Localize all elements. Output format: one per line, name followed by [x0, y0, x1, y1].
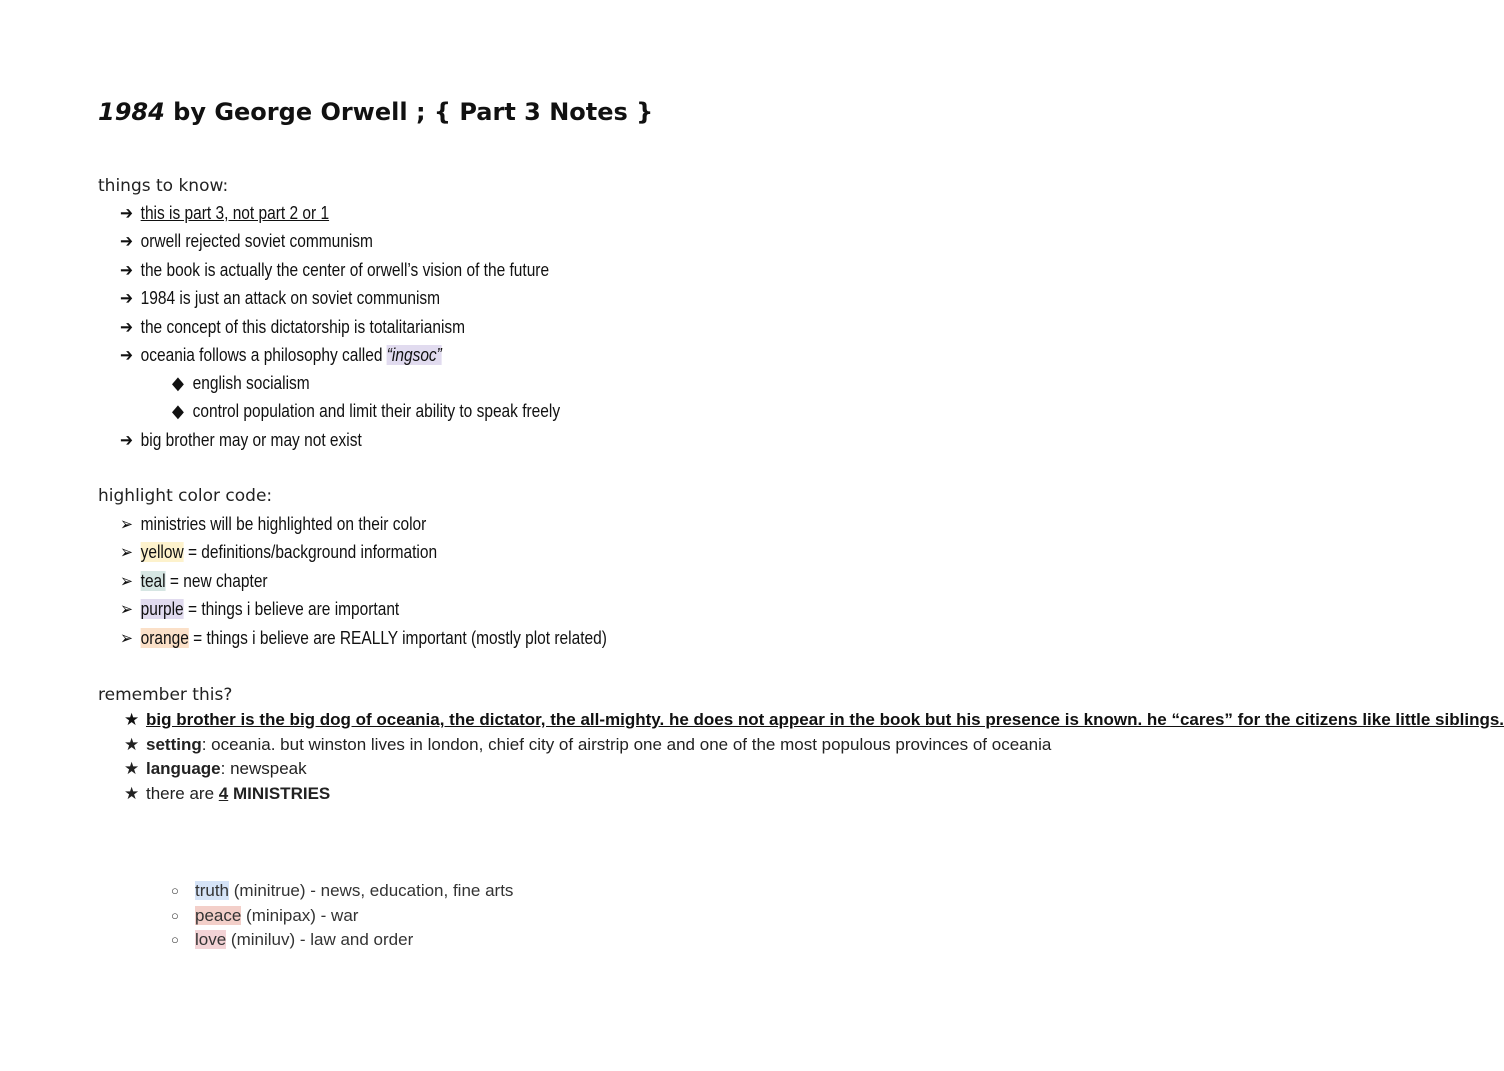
star-icon: ★	[124, 783, 140, 803]
circle-icon: ○	[171, 883, 179, 898]
list-item: ★ setting: oceania. but winston lives in london, chief city of airstrip one and one of the most populous provinces of oceania	[146, 733, 746, 758]
teal-swatch-word: teal	[140, 570, 166, 591]
truth-swatch-word: truth	[195, 881, 230, 900]
arrow-icon: ➔	[120, 288, 133, 309]
star-icon: ★	[124, 710, 140, 729]
list-item: ➢ purple = things i believe are important	[120, 595, 607, 623]
list-item: ➔ this is part 3, not part 2 or 1	[120, 199, 549, 227]
list-item: ➔ 1984 is just an attack on soviet communism	[120, 284, 549, 312]
list-item: ➔ big brother may or may not exist	[120, 426, 362, 454]
orange-swatch-word: orange	[140, 627, 189, 648]
purple-swatch-word: purple	[140, 599, 184, 620]
diamond-icon: ◆	[172, 373, 184, 393]
list-item: ➔ the concept of this dictatorship is totalitarianism	[120, 313, 549, 341]
yellow-swatch-word: yellow	[140, 542, 184, 563]
list-item: ★ there are 4 MINISTRIES	[146, 782, 746, 807]
circle-icon: ○	[171, 907, 179, 923]
arrow-icon: ➔	[120, 231, 133, 252]
arrow-icon: ➔	[120, 316, 133, 337]
list-item: ➢ orange = things i believe are REALLY important (mostly plot related)	[120, 624, 607, 652]
list-item: ○ peace (minipax) - war	[195, 904, 513, 929]
arrow-icon: ➔	[120, 259, 133, 280]
peace-swatch-word: peace	[195, 905, 242, 925]
list-item	[124, 708, 1504, 733]
arrowhead-icon: ➢	[120, 570, 133, 591]
arrow-icon: ➔	[120, 430, 133, 450]
color-code-heading: highlight color code:	[98, 486, 273, 506]
title-book-number: 1984	[98, 98, 165, 126]
ingsoc-term: “ingsoc”	[386, 344, 442, 365]
remember-heading: remember this?	[98, 685, 233, 705]
arrowhead-icon: ➢	[120, 599, 133, 620]
page-title	[98, 98, 653, 126]
title-rest: by George Orwell ; { Part 3 Notes }	[164, 98, 654, 126]
arrowhead-icon: ➢	[120, 542, 133, 563]
ministries-list	[171, 879, 514, 953]
color-code-list	[120, 510, 686, 652]
things-to-know-heading: things to know:	[98, 176, 229, 196]
star-icon: ★	[124, 734, 140, 754]
arrow-icon: ➔	[120, 344, 133, 365]
diamond-icon: ◆	[172, 401, 184, 422]
arrowhead-icon: ➢	[120, 627, 133, 648]
arrow-icon: ➔	[120, 203, 133, 223]
big-brother-note: big brother is the big dog of oceania, the dictator, the all-mighty. he does not appear in the book but his presence is known. he “cares” for the citizens like little siblings.	[146, 710, 1504, 729]
ingsoc-sub-list	[172, 369, 623, 426]
things-to-know-last	[120, 426, 401, 454]
list-item: ➢ yellow = definitions/background information	[120, 538, 607, 566]
list-item: ➔ orwell rejected soviet communism	[120, 227, 549, 255]
list-item: ★ language: newspeak	[146, 757, 746, 782]
list-item: ➔ oceania follows a philosophy called “ingsoc”	[120, 341, 549, 369]
list-item: ◆ english socialism	[172, 369, 560, 397]
love-swatch-word: love	[195, 930, 227, 949]
list-item: ○ truth (minitrue) - news, education, fine arts	[195, 879, 513, 904]
arrowhead-icon: ➢	[120, 514, 133, 534]
list-item: ➢ ministries will be highlighted on their color	[120, 510, 607, 538]
list-item: ◆ control population and limit their ability to speak freely	[172, 397, 560, 425]
list-item: ➢ teal = new chapter	[120, 567, 607, 595]
list-item: ○ love (miniluv) - law and order	[195, 928, 513, 953]
things-to-know-list	[120, 199, 619, 369]
star-icon: ★	[124, 759, 140, 778]
remember-list	[124, 708, 1504, 806]
circle-icon: ○	[171, 932, 179, 947]
list-item: ➔ the book is actually the center of orwell’s vision of the future	[120, 256, 549, 284]
